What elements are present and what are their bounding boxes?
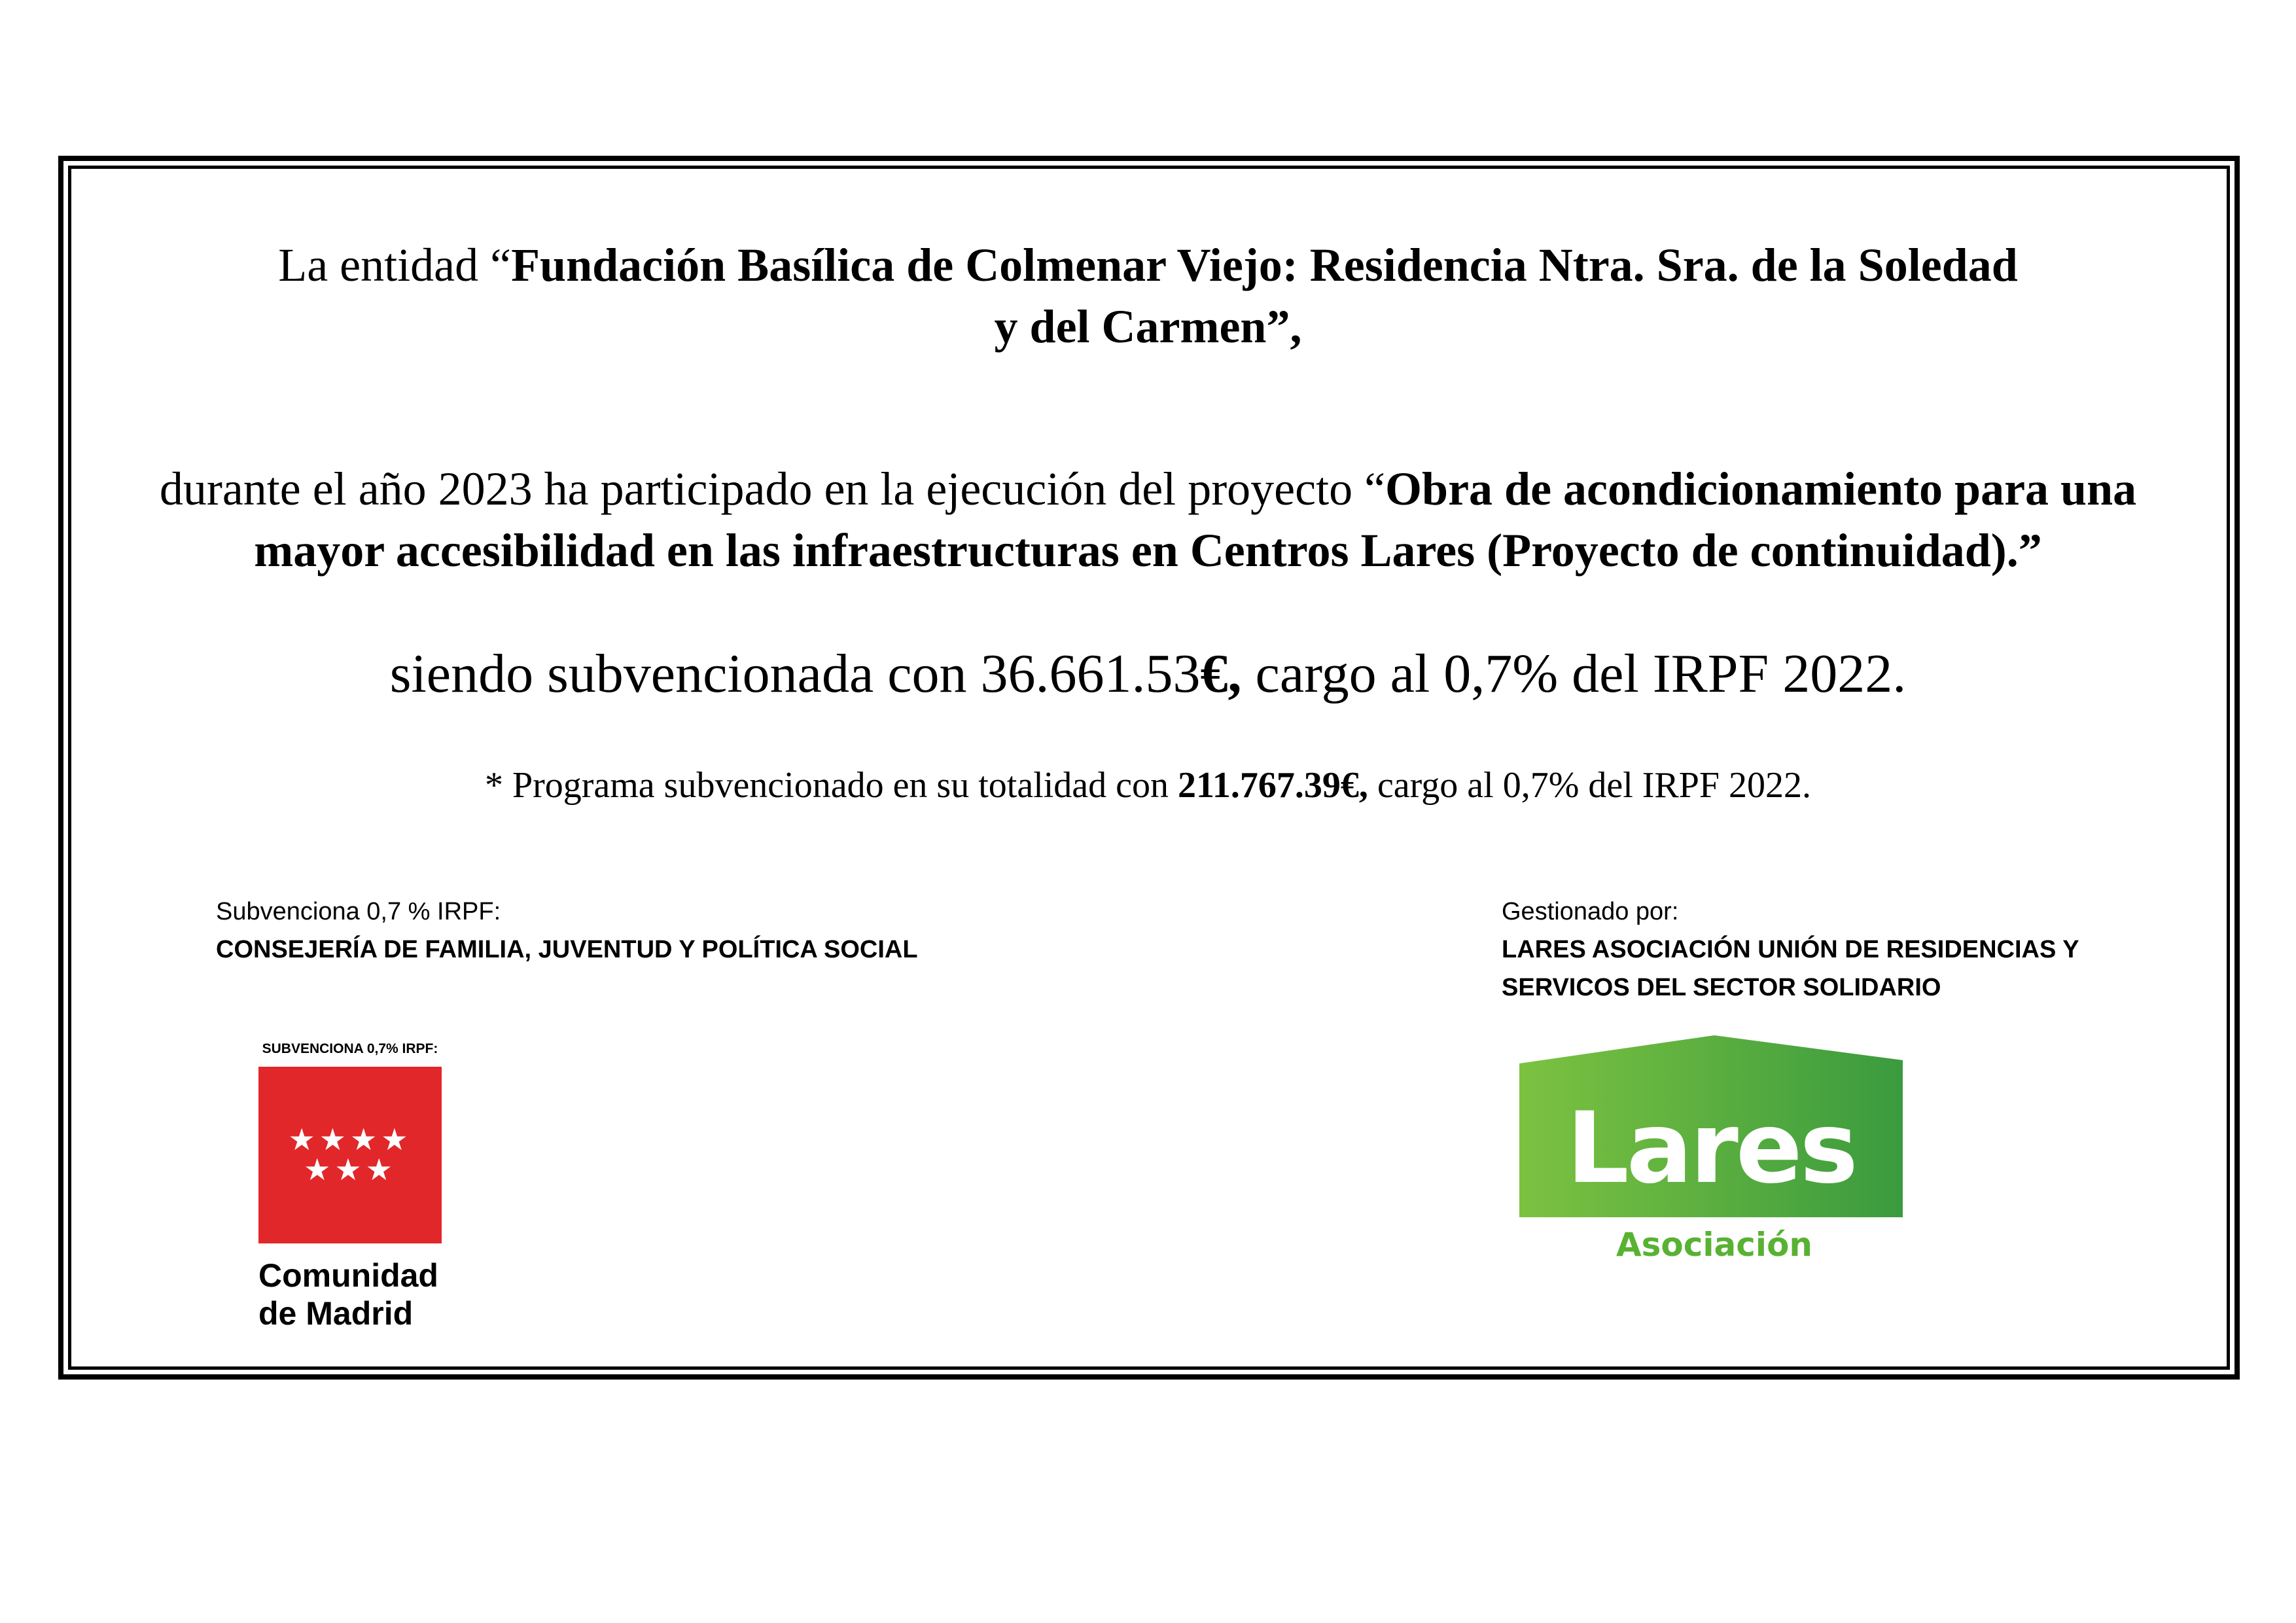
madrid-logo-name	[258, 1257, 448, 1332]
amount-prefix: siendo subvencionada con 36.661.53	[389, 643, 1201, 704]
lares-logo-subtitle: Asociación	[1616, 1226, 1813, 1264]
madrid-flag	[258, 1067, 442, 1243]
amount-bold: €,	[1200, 643, 1242, 704]
program-note	[79, 760, 2217, 810]
entity-name-line2: y del Carmen”,	[994, 300, 1302, 353]
gestionado-org-line2: SERVICOS DEL SECTOR SOLIDARIO	[1502, 974, 1941, 1001]
gestionado-block	[1502, 893, 2079, 1007]
note-bold: 211.767.39€,	[1178, 765, 1368, 806]
amount-suffix: cargo al 0,7% del IRPF 2022.	[1241, 643, 1907, 704]
stars-row2: ★★★	[304, 1152, 397, 1187]
note-suffix: cargo al 0,7% del IRPF 2022.	[1368, 765, 1812, 806]
subvenciona-block	[216, 893, 918, 969]
madrid-name-line1: Comunidad	[258, 1257, 438, 1294]
madrid-name-line2: de Madrid	[258, 1295, 414, 1332]
amount-statement	[79, 638, 2217, 710]
lares-logo-word: Lares	[1566, 1092, 1856, 1205]
entity-prefix: La entidad “	[278, 239, 512, 291]
stars-row1: ★★★★	[288, 1122, 412, 1157]
project-statement	[79, 458, 2217, 581]
subvenciona-org: CONSEJERÍA DE FAMILIA, JUVENTUD Y POLÍTICA SOCIAL	[216, 936, 918, 963]
entity-statement	[79, 234, 2217, 357]
stars-icon	[258, 1124, 442, 1185]
comunidad-madrid-logo	[252, 1041, 448, 1332]
gestionado-label: Gestionado por:	[1502, 898, 1679, 925]
project-title-part1: Obra de acondicionamiento para una	[1385, 463, 2137, 515]
lares-logo	[1518, 1034, 1911, 1270]
entity-name-line1: Fundación Basílica de Colmenar Viejo: Residencia Ntra. Sra. de la Soledad	[511, 239, 2018, 291]
gestionado-org-line1: LARES ASOCIACIÓN UNIÓN DE RESIDENCIAS Y	[1502, 936, 2079, 963]
project-prefix: durante el año 2023 ha participado en la ejecución del proyecto “	[159, 463, 1386, 515]
subvenciona-label: Subvenciona 0,7 % IRPF:	[216, 898, 501, 925]
madrid-logo-top-text: SUBVENCIONA 0,7% IRPF:	[262, 1041, 438, 1056]
project-title-part2: mayor accesibilidad en las infraestructuras en Centros Lares (Proyecto de continuidad).”	[254, 524, 2042, 577]
note-prefix: * Programa subvencionado en su totalidad con	[484, 765, 1178, 806]
